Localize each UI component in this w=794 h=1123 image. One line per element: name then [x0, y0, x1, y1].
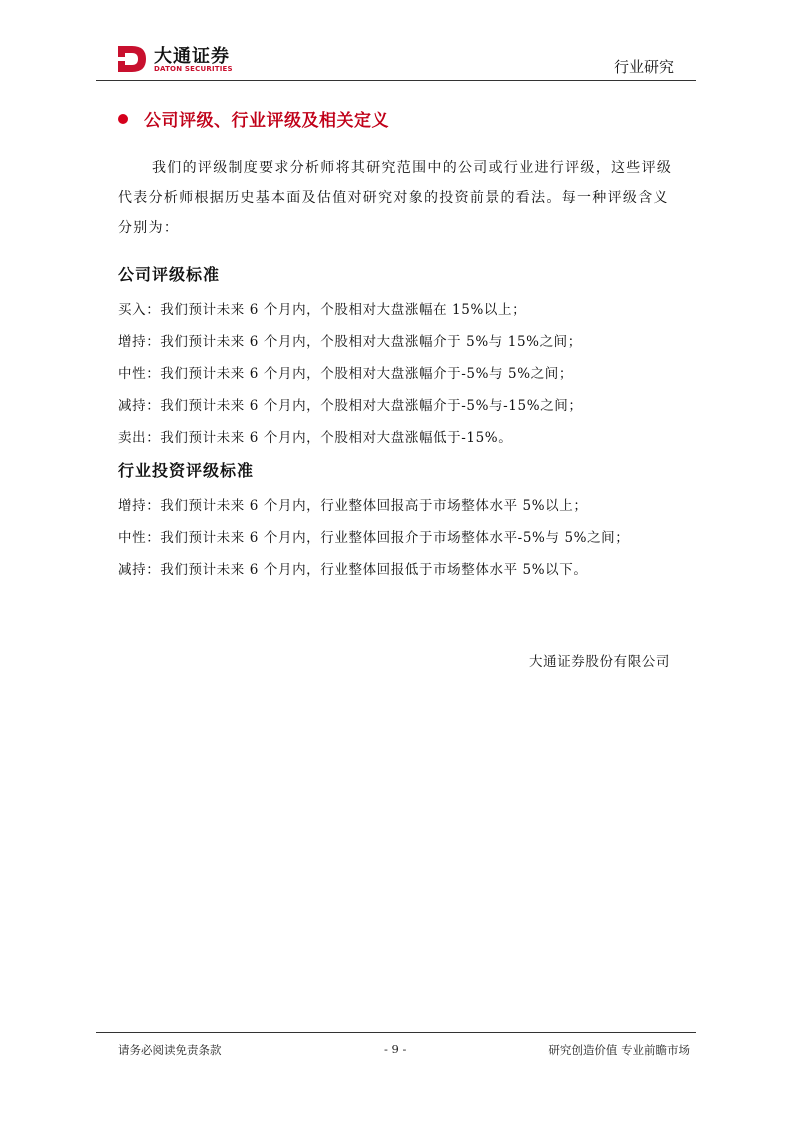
- list-item: 中性：我们预计未来 6 个月内，个股相对大盘涨幅介于-5%与 5%之间；: [118, 366, 573, 382]
- bullet-icon: [118, 114, 128, 124]
- company-logo: [116, 42, 246, 76]
- industry-rating-list: [118, 490, 629, 586]
- company-signature: 大通证券股份有限公司: [529, 654, 670, 670]
- section-heading: [118, 106, 389, 131]
- company-rating-list: [118, 294, 582, 454]
- header-divider: [96, 80, 696, 81]
- intro-paragraph: 我们的评级制度要求分析师将其研究范围中的公司或行业进行评级，这些评级代表分析师根据历史基本面及估值对研究对象的投资前景的看法。每一种评级含义分别为：: [118, 160, 673, 236]
- list-item: 增持：我们预计未来 6 个月内，个股相对大盘涨幅介于 5%与 15%之间；: [118, 334, 582, 350]
- report-category: 行业研究: [613, 58, 674, 76]
- list-item: 增持：我们预计未来 6 个月内，行业整体回报高于市场整体水平 5%以上；: [118, 498, 588, 514]
- page-header: [96, 38, 696, 80]
- section-title: 公司评级、行业评级及相关定义: [144, 111, 389, 131]
- list-item: 卖出：我们预计未来 6 个月内，个股相对大盘涨幅低于-15%。: [118, 430, 513, 446]
- list-item: 减持：我们预计未来 6 个月内，个股相对大盘涨幅介于-5%与-15%之间；: [118, 398, 583, 414]
- footer-divider: [96, 1032, 696, 1033]
- footer-slogan: 研究创造价值 专业前瞻市场: [548, 1043, 690, 1057]
- industry-rating-heading: 行业投资评级标准: [118, 461, 255, 480]
- logo-english-name: DATON SECURITIES: [154, 65, 233, 73]
- list-item: 中性：我们预计未来 6 个月内，行业整体回报介于市场整体水平-5%与 5%之间；: [118, 530, 630, 546]
- logo-mark-icon: [116, 44, 150, 74]
- logo-chinese-name: 大通证券: [154, 46, 230, 67]
- page-number: - 9 -: [384, 1042, 407, 1056]
- list-item: 减持：我们预计未来 6 个月内，行业整体回报低于市场整体水平 5%以下。: [118, 562, 588, 578]
- company-rating-heading: 公司评级标准: [118, 265, 221, 284]
- disclaimer-link: 请务必阅读免责条款: [118, 1043, 222, 1057]
- list-item: 买入：我们预计未来 6 个月内，个股相对大盘涨幅在 15%以上；: [118, 302, 527, 318]
